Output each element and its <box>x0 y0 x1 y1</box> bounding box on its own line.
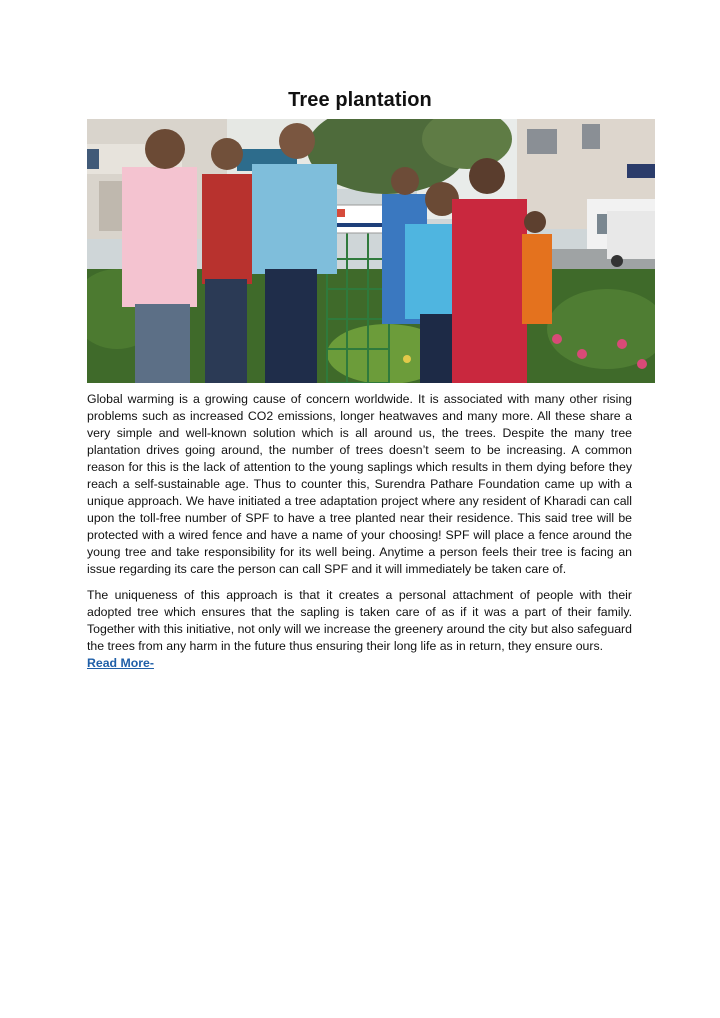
tree-plantation-photo <box>87 119 655 383</box>
page-title: Tree plantation <box>288 89 432 111</box>
paragraph-2: The uniqueness of this approach is that it creates a personal attachment of people with their adopted tree which ensures that the sapling is taken care of as if it was a part of their family. Together with this initiative, not only will we increase the greenery around the city but also safeguard the trees from any harm in the future thus ensuring their long life as in return, they ensure ours. <box>87 588 632 653</box>
article-body <box>87 391 632 672</box>
paragraph-1: Global warming is a growing cause of concern worldwide. It is associated with many other rising problems such as increased CO2 emissions, longer heatwaves and many more. All these share a very simple and well-known solution which is all around us, the trees. Despite the many tree plantation drives going around, the number of trees doesn’t seem to be increasing. A common reason for this is the lack of attention to the young saplings which results in them dying before they reach a self-sustainable age. Thus to counter this, Surendra Pathare Foundation came up with a unique approach. We have initiated a tree adaptation project where any resident of Kharadi can call upon the toll-free number of SPF to have a tree planted near their residence. This said tree will be protected with a wired fence and have a name of your choosing! SPF will place a fence around the young tree and take responsibility for its well being. Anytime a person feels their tree is facing an issue regarding its care the person can call SPF and it will immediately be taken care of. <box>87 392 632 576</box>
read-more-link[interactable]: Read More- <box>87 656 154 670</box>
